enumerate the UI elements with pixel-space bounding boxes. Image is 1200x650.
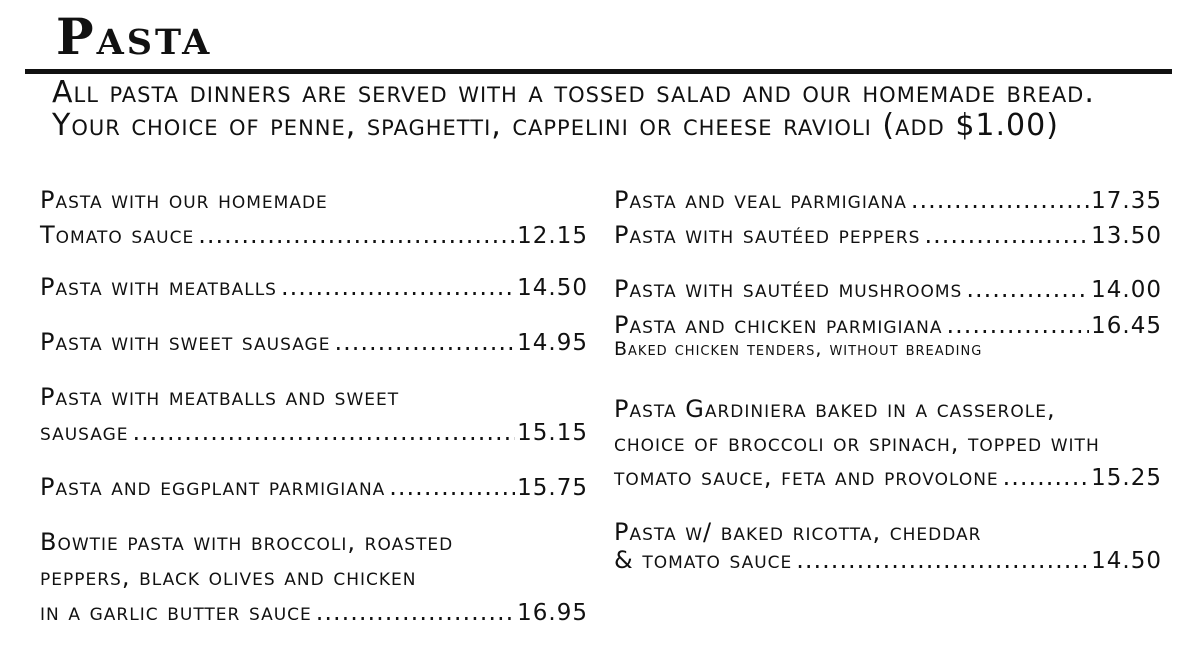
dot-leader <box>133 415 516 450</box>
menu-item <box>614 518 1162 574</box>
menu-item-price: 15.75 <box>517 475 588 501</box>
menu-item-name: Pasta and veal parmigiana <box>614 186 907 214</box>
dot-leader <box>1003 460 1089 494</box>
menu-item-line: choice of broccoli or spinach, topped with <box>614 429 1100 457</box>
menu-item-price: 12.15 <box>517 223 588 249</box>
menu-item <box>40 470 588 505</box>
menu-item-price: 16.45 <box>1091 313 1162 339</box>
menu-item <box>614 272 1162 307</box>
menu-item-name: sausage <box>40 418 129 446</box>
menu-item-price: 15.15 <box>517 420 588 446</box>
menu-item <box>40 380 588 450</box>
menu-item-price: 14.50 <box>1091 548 1162 574</box>
menu-item-name: Pasta with sautéed mushrooms <box>614 275 963 303</box>
menu-item-name: tomato sauce, feta and provolone <box>614 463 999 491</box>
menu-item-name: Pasta with sautéed peppers <box>614 221 921 249</box>
menu-item <box>40 183 588 253</box>
menu-item-price: 14.95 <box>517 330 588 356</box>
menu-item <box>40 525 588 630</box>
menu-item-line: Pasta w/ baked ricotta, cheddar <box>614 518 982 546</box>
dot-leader <box>924 218 1089 253</box>
menu-item <box>614 311 1162 359</box>
title-divider <box>25 69 1172 74</box>
menu-item-name: Pasta with meatballs <box>40 273 277 301</box>
menu-item-name: Pasta and eggplant parmigiana <box>40 473 386 501</box>
dot-leader <box>281 270 515 305</box>
dot-leader <box>796 546 1089 574</box>
menu-item <box>40 270 588 305</box>
dot-leader <box>947 311 1090 339</box>
menu-item-name: Pasta with sweet sausage <box>40 328 331 356</box>
menu-item-name: & tomato sauce <box>614 546 793 574</box>
menu-item-price: 13.50 <box>1091 223 1162 249</box>
section-intro: All pasta dinners are served with a tossed salad and our homemade bread. Your choice of penne, spaghetti, cappelini or cheese ravioli (add $1.00) <box>52 75 1095 143</box>
dot-leader <box>316 595 515 630</box>
menu-item-price: 15.25 <box>1091 465 1162 491</box>
menu-item <box>614 392 1162 494</box>
dot-leader <box>198 218 515 253</box>
dot-leader <box>966 272 1089 307</box>
menu-item-price: 17.35 <box>1091 188 1162 214</box>
menu-item-name: Pasta and chicken parmigiana <box>614 311 943 339</box>
menu-item-line: Pasta with meatballs and sweet <box>40 383 400 411</box>
menu-item-line: Pasta Gardiniera baked in a casserole, <box>614 395 1056 423</box>
menu-item-line: peppers, black olives and chicken <box>40 563 417 591</box>
dot-leader <box>389 470 515 505</box>
menu-item <box>40 325 588 360</box>
menu-item-line: Pasta with our homemade <box>40 186 328 214</box>
menu-item-price: 14.00 <box>1091 277 1162 303</box>
dot-leader <box>334 325 515 360</box>
menu-item-name: Tomato sauce <box>40 221 195 249</box>
dot-leader <box>911 183 1089 218</box>
menu-item-price: 16.95 <box>517 600 588 626</box>
menu-item-line: Bowtie pasta with broccoli, roasted <box>40 528 454 556</box>
menu-item-name: in a garlic butter sauce <box>40 598 312 626</box>
menu-section-title: Pasta <box>56 7 213 66</box>
menu-item-price: 14.50 <box>517 275 588 301</box>
menu-item-note: Baked chicken tenders, without breading <box>614 338 983 360</box>
menu-item <box>614 218 1162 253</box>
menu-item <box>614 183 1162 218</box>
